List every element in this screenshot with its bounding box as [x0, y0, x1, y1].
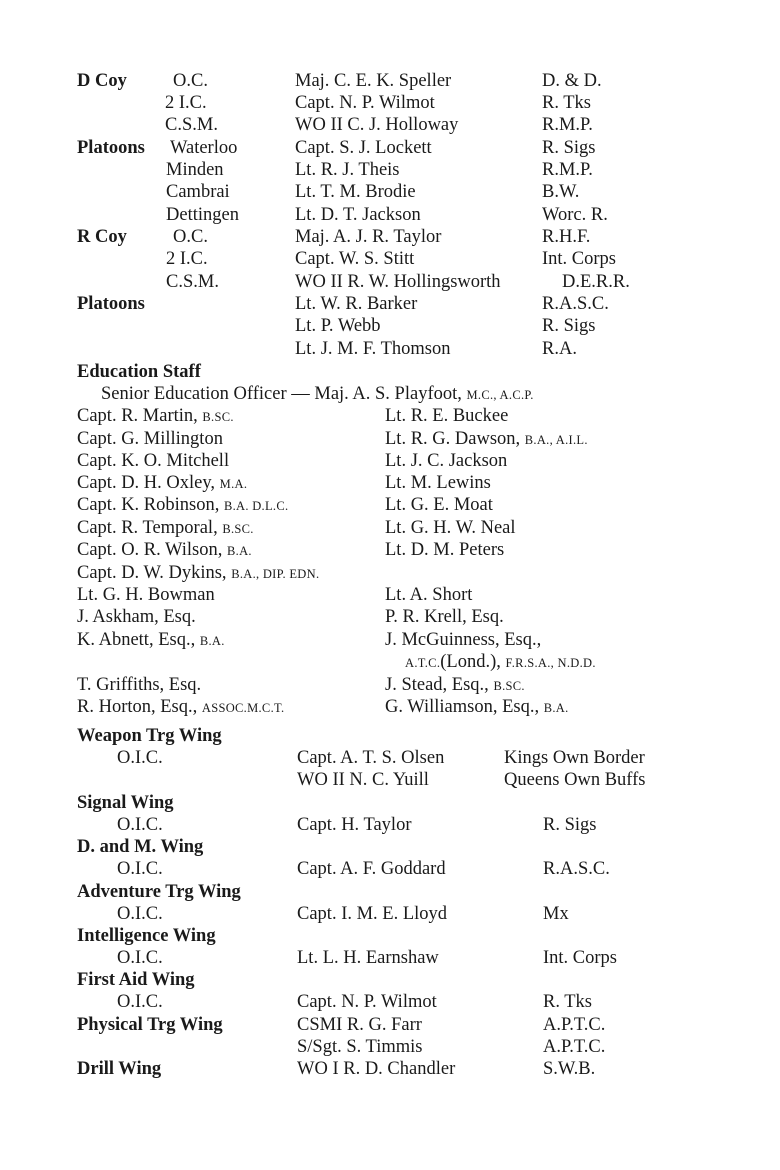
unit: Kings Own Border — [504, 748, 645, 768]
staff-name: Lt. A. Short — [385, 585, 473, 605]
wing-heading: First Aid Wing — [77, 970, 195, 990]
unit: R.A.S.C. — [542, 294, 609, 314]
role: O.I.C. — [117, 904, 163, 924]
education-row — [0, 405, 780, 427]
education-heading-row — [0, 361, 780, 383]
platoon-name: Minden — [166, 160, 224, 180]
qualifications: B.A. — [199, 634, 225, 648]
qualifications: M.A. — [219, 477, 248, 491]
staff-name: Lt. M. Lewins — [385, 473, 491, 493]
unit: Queens Own Buffs — [504, 770, 646, 790]
unit: R.A. — [542, 339, 577, 359]
unit: A.P.T.C. — [543, 1015, 606, 1035]
unit: R. Sigs — [542, 138, 596, 158]
staff-name: Capt. D. H. Oxley, — [77, 473, 216, 493]
firstaid-wing-row — [0, 991, 780, 1013]
qualifications: B.A., DIP. EDN. — [231, 567, 320, 581]
unit: R. Tks — [542, 93, 592, 113]
staff-name: Capt. K. O. Mitchell — [77, 451, 230, 471]
officer-name: Lt. L. H. Earnshaw — [297, 948, 439, 968]
education-row — [0, 629, 780, 651]
physical-wing-row — [0, 1036, 780, 1058]
d-coy-row — [0, 70, 780, 92]
officer-name: Capt. A. T. S. Olsen — [297, 748, 445, 768]
role: O.I.C. — [117, 815, 163, 835]
education-row — [0, 450, 780, 472]
role: 2 I.C. — [165, 93, 207, 113]
staff-name: Lt. G. H. Bowman — [77, 585, 215, 605]
unit: R.M.P. — [542, 115, 593, 135]
r-coy-platoon-row — [0, 293, 780, 315]
officer-name: Lt. P. Webb — [295, 316, 381, 336]
officer-name: Maj. A. J. R. Taylor — [295, 227, 442, 247]
staff-name: Capt. K. Robinson, — [77, 495, 220, 515]
staff-name: G. Williamson, Esq., — [385, 697, 540, 717]
officer-name: WO II N. C. Yuill — [297, 770, 429, 790]
firstaid-wing-heading — [0, 969, 780, 991]
physical-wing-row — [0, 1014, 780, 1036]
role: C.S.M. — [166, 272, 219, 292]
platoon-name: Cambrai — [166, 182, 230, 202]
officer-name: S/Sgt. S. Timmis — [297, 1037, 423, 1057]
qualifications: ASSOC.M.C.T. — [201, 701, 285, 715]
unit: S.W.B. — [543, 1059, 596, 1079]
intelligence-wing-heading — [0, 925, 780, 947]
education-row — [0, 428, 780, 450]
officer-name: Capt. S. J. Lockett — [295, 138, 432, 158]
role: O.I.C. — [117, 748, 163, 768]
r-coy-row — [0, 248, 780, 270]
education-row — [0, 539, 780, 561]
unit: R. Sigs — [543, 815, 597, 835]
weapon-wing-heading — [0, 725, 780, 747]
section-heading: Education Staff — [77, 362, 201, 382]
dm-wing-row — [0, 858, 780, 880]
education-row — [0, 494, 780, 516]
staff-name: Lt. G. H. W. Neal — [385, 518, 516, 538]
qualifications: B.SC. — [493, 679, 525, 693]
education-row — [0, 674, 780, 696]
qualifications: B.A., A.I.L. — [524, 433, 588, 447]
staff-name: Capt. D. W. Dykins, — [77, 563, 227, 583]
education-row — [0, 472, 780, 494]
qualifications: A.T.C. — [405, 656, 441, 670]
unit: B.W. — [542, 182, 580, 202]
dm-wing-heading — [0, 836, 780, 858]
officer-name: Capt. N. P. Wilmot — [297, 992, 437, 1012]
staff-name: J. Askham, Esq. — [77, 607, 196, 627]
d-coy-platoon-row — [0, 181, 780, 203]
role: O.I.C. — [117, 992, 163, 1012]
r-coy-row — [0, 271, 780, 293]
unit: Int. Corps — [542, 249, 616, 269]
role: O.C. — [173, 227, 208, 247]
adventure-wing-row — [0, 903, 780, 925]
d-coy-row — [0, 114, 780, 136]
platoons-label: Platoons — [77, 294, 145, 314]
role: 2 I.C. — [166, 249, 208, 269]
staff-name: Lt. D. M. Peters — [385, 540, 505, 560]
staff-name: J. Stead, Esq., — [385, 675, 489, 695]
officer-name: Capt. W. S. Stitt — [295, 249, 415, 269]
officer-name: Lt. D. T. Jackson — [295, 205, 421, 225]
officer-name: Lt. R. J. Theis — [295, 160, 400, 180]
unit: R. Sigs — [542, 316, 596, 336]
education-row — [0, 517, 780, 539]
d-coy-platoon-row — [0, 159, 780, 181]
signal-wing-heading — [0, 792, 780, 814]
weapon-wing-row — [0, 747, 780, 769]
drill-wing-row — [0, 1058, 780, 1080]
education-row — [0, 584, 780, 606]
officer-name: WO II C. J. Holloway — [295, 115, 459, 135]
staff-name: Lt. G. E. Moat — [385, 495, 493, 515]
staff-name: P. R. Krell, Esq. — [385, 607, 504, 627]
officer-name: Lt. J. M. F. Thomson — [295, 339, 451, 359]
officer-name: Capt. N. P. Wilmot — [295, 93, 435, 113]
education-row — [0, 696, 780, 718]
platoon-name: Dettingen — [166, 205, 239, 225]
officer-name: WO II R. W. Hollingsworth — [295, 272, 501, 292]
r-coy-platoon-row — [0, 315, 780, 337]
staff-name: Capt. R. Temporal, — [77, 518, 218, 538]
unit: A.P.T.C. — [543, 1037, 606, 1057]
unit: Int. Corps — [543, 948, 617, 968]
wing-heading: Adventure Trg Wing — [77, 882, 241, 902]
r-coy-platoon-row — [0, 338, 780, 360]
d-coy-platoon-row — [0, 204, 780, 226]
unit: Mx — [543, 904, 569, 924]
officer-name: Capt. H. Taylor — [297, 815, 412, 835]
staff-name: Lt. R. G. Dawson, — [385, 429, 521, 449]
officer-name: Capt. A. F. Goddard — [297, 859, 446, 879]
d-coy-platoon-row — [0, 137, 780, 159]
d-coy-label: D Coy — [77, 71, 127, 91]
qualifications: B.SC. — [222, 522, 254, 536]
staff-name: Capt. R. Martin, — [77, 406, 198, 426]
wing-heading: Weapon Trg Wing — [77, 726, 222, 746]
d-coy-row — [0, 92, 780, 114]
unit: R.H.F. — [542, 227, 591, 247]
education-row — [0, 651, 780, 673]
r-coy-row — [0, 226, 780, 248]
unit: D. & D. — [542, 71, 602, 91]
staff-name: Capt. G. Millington — [77, 429, 223, 449]
qualifications: B.A. — [543, 701, 569, 715]
wing-heading: Drill Wing — [77, 1059, 162, 1079]
officer-name: Maj. C. E. K. Speller — [295, 71, 452, 91]
unit: D.E.R.R. — [562, 272, 630, 292]
wing-heading: Intelligence Wing — [77, 926, 216, 946]
wing-heading: Physical Trg Wing — [77, 1015, 223, 1035]
weapon-wing-row — [0, 769, 780, 791]
staff-name: K. Abnett, Esq., — [77, 630, 196, 650]
officer-name: Lt. T. M. Brodie — [295, 182, 416, 202]
staff-name: Lt. J. C. Jackson — [385, 451, 508, 471]
officer-name: Capt. I. M. E. Lloyd — [297, 904, 448, 924]
adventure-wing-heading — [0, 881, 780, 903]
qualifications: B.A. — [227, 544, 252, 558]
staff-name: Lt. R. E. Buckee — [385, 406, 509, 426]
staff-name: Capt. O. R. Wilson, — [77, 540, 223, 560]
unit: Worc. R. — [542, 205, 608, 225]
platoons-label: Platoons — [77, 138, 145, 158]
unit: R.M.P. — [542, 160, 593, 180]
education-row — [0, 562, 780, 584]
qualifications: F.R.S.A., N.D.D. — [505, 656, 596, 670]
wing-heading: Signal Wing — [77, 793, 174, 813]
education-row — [0, 606, 780, 628]
qualifications: (Lond.), — [440, 652, 501, 672]
unit: R.A.S.C. — [543, 859, 610, 879]
intelligence-wing-row — [0, 947, 780, 969]
staff-name: T. Griffiths, Esq. — [77, 675, 202, 695]
qualifications: M.C., A.C.P. — [466, 388, 534, 402]
staff-name: J. McGuinness, Esq., — [385, 630, 542, 650]
role: C.S.M. — [165, 115, 218, 135]
staff-name: R. Horton, Esq., — [77, 697, 198, 717]
senior-officer-text: Senior Education Officer — Maj. A. S. Playfoot, — [101, 384, 462, 404]
role: O.C. — [173, 71, 208, 91]
unit: R. Tks — [543, 992, 593, 1012]
officer-name: Lt. W. R. Barker — [295, 294, 418, 314]
signal-wing-row — [0, 814, 780, 836]
role: O.I.C. — [117, 948, 163, 968]
officer-name: CSMI R. G. Farr — [297, 1015, 422, 1035]
senior-education-officer — [0, 383, 780, 405]
role: O.I.C. — [117, 859, 163, 879]
wing-heading: D. and M. Wing — [77, 837, 204, 857]
officer-name: WO I R. D. Chandler — [297, 1059, 456, 1079]
r-coy-label: R Coy — [77, 227, 127, 247]
qualifications: B.A. D.L.C. — [223, 499, 289, 513]
platoon-name: Waterloo — [170, 138, 238, 158]
qualifications: B.SC. — [202, 410, 234, 424]
